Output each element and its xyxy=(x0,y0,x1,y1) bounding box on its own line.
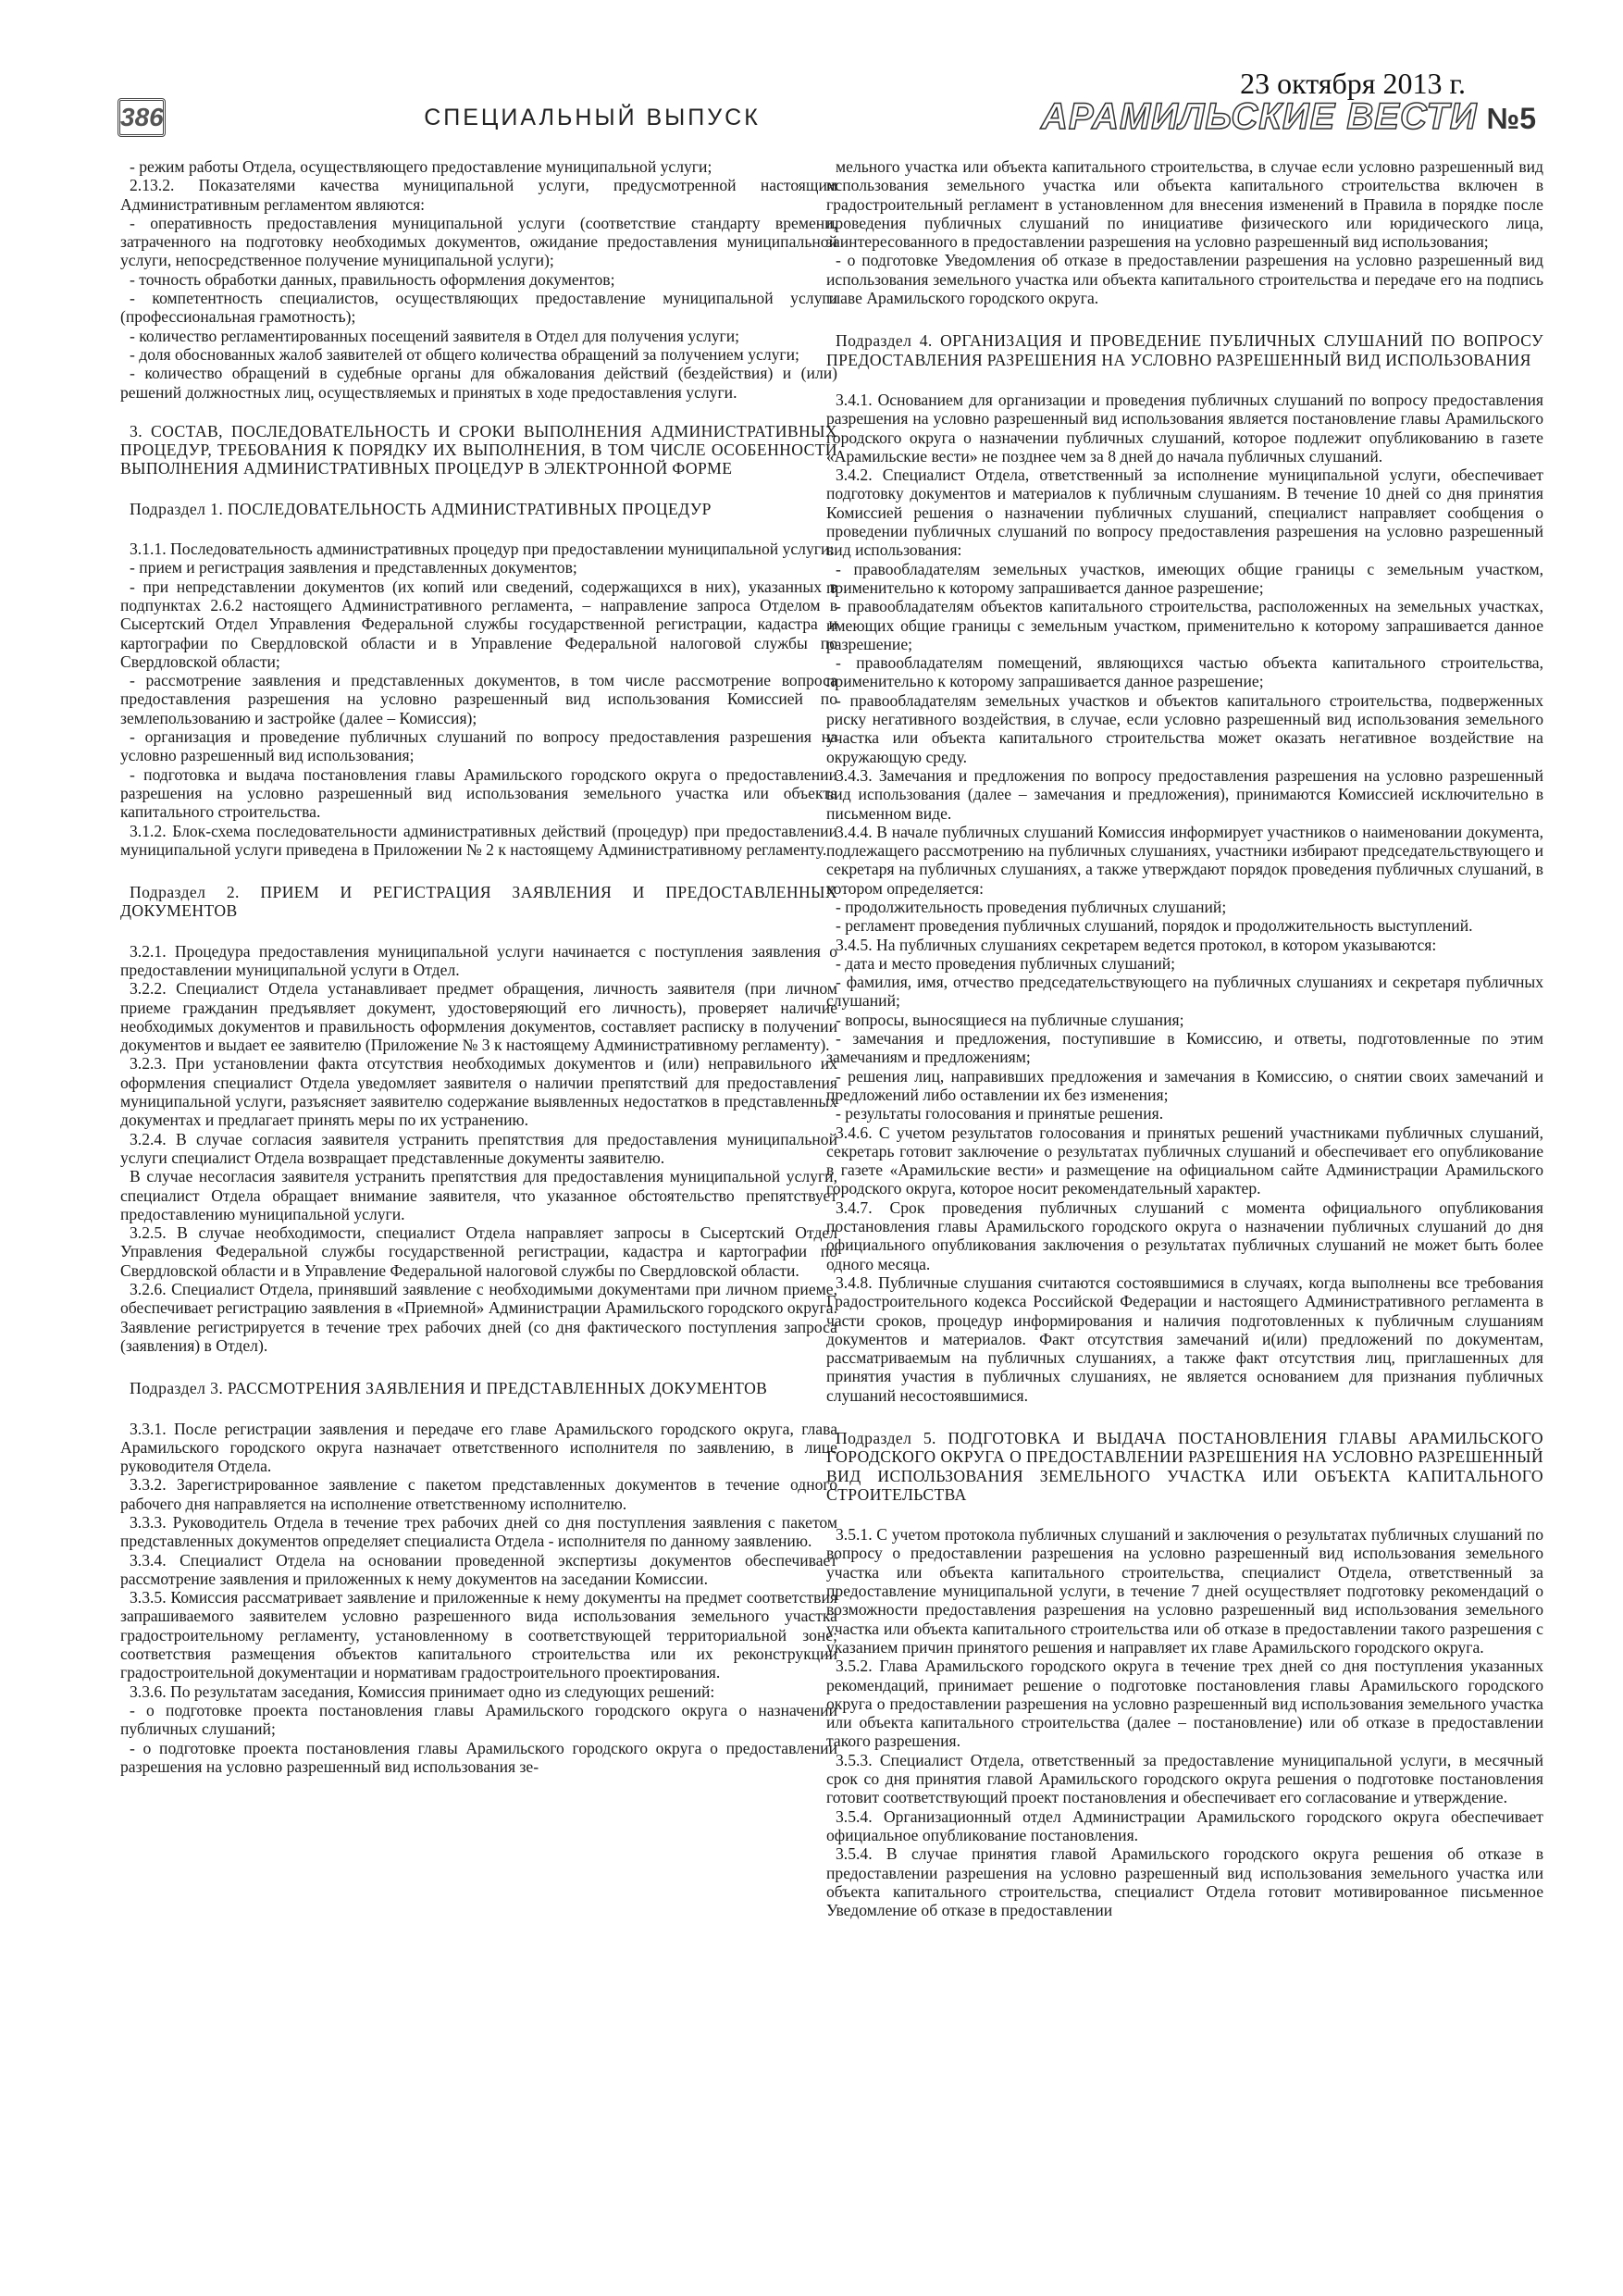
paragraph: 3.4.8. Публичные слушания считаются состоявшимися в случаях, когда выполнены все требования Градостроительного кодекса Российской Федерации и настоящего Административного регламента в части сроков, процедур информирования и наличия подготовленных к публичным слушаниям документов и материалов. Факт отсутствия замечаний и(или) предложений по документам, рассматриваемым на публичных слушаниях, а также факт отсутствия лиц, приглашенных для принятия участия в публичных слушаниях, не является основанием для признания публичных слушаний несостоявшимися. xyxy=(826,1272,1543,1405)
paragraph: - при непредставлении документов (их копий или сведений, содержащихся в них), указанных в подпунктах 2.6.2 настоящего Административного регламента, – направление запроса Отделом в Сысертский Отдел Управления Федеральной службы государственной регистрации, кадастра и картографии по Свердловской области и в Управление Федеральной налоговой службы по Свердловской области; xyxy=(120,577,837,671)
paragraph: - правообладателям объектов капитального строительства, расположенных на земельных участках, имеющих общие границы с земельным участком, применительно к которому запрашивается данное разрешение; xyxy=(826,597,1543,653)
right-column xyxy=(826,157,1543,2277)
section-heading: 3. СОСТАВ, ПОСЛЕДОВАТЕЛЬНОСТЬ И СРОКИ ВЫПОЛНЕНИЯ АДМИНИСТРАТИВНЫХ ПРОЦЕДУР, ТРЕБОВАНИЯ К ПОРЯДКУ ИХ ВЫПОЛНЕНИЯ, В ТОМ ЧИСЛЕ ОСОБЕННОСТИ ВЫПОЛНЕНИЯ АДМИНИСТРАТИВНЫХ ПРОЦЕДУР В ЭЛЕКТРОННОЙ ФОРМЕ xyxy=(120,421,837,478)
paragraph: - о подготовке проекта постановления главы Арамильского городского округа о назначении публичных слушаний; xyxy=(120,1700,837,1739)
paragraph: 3.5.1. С учетом протокола публичных слушаний и заключения о результатах публичных слушаний по вопросу о предоставлении разрешения на условно разрешенный вид использования земельного участка или объекта капитального строительства, специалист Отдела, ответственный за предоставление муниципальной услуги, в течение 7 дней осуществляет подготовку рекомендаций о возможности предоставления разрешения на условно разрешенный вид использования земельного участка или объекта капитального строительства или об отказе в предоставлении такого разрешения с указанием причин принятого решения и направляет их главе Арамильского городского округа. xyxy=(826,1525,1543,1657)
paragraph: В случае несогласия заявителя устранить препятствия для предоставления муниципальной услуги, специалист Отдела обращает внимание заявителя, что указанное обстоятельство препятствует предоставлению муниципальной услуги. xyxy=(120,1167,837,1223)
paragraph: - рассмотрение заявления и представленных документов, в том числе рассмотрение вопроса предоставления разрешения на условно разрешенный вид использования Комиссией по землепользованию и застройке (далее – Комиссия); xyxy=(120,671,837,727)
page-header xyxy=(0,0,1623,162)
paragraph: мельного участка или объекта капитального строительства, в случае если условно разрешенный вид использования земельного участка или объекта капитального строительства включен в градостроительный регламент в установленном для внесения изменений в Правила в порядке после проведения публичных слушаний по инициативе физического или юридического лица, заинтересованного в предоставлении разрешения на условно разрешенный вид использования; xyxy=(826,157,1543,252)
paragraph: - оперативность предоставления муниципальной услуги (соответствие стандарту времени, затраченного на подготовку необходимых документов, ожидание предоставления муниципальной услуги, непосредственное получение муниципальной услуги); xyxy=(120,213,837,270)
paragraph: - фамилия, имя, отчество председательствующего на публичных слушаниях и секретаря публичных слушаний; xyxy=(826,973,1543,1011)
paragraph: 3.2.6. Специалист Отдела, принявший заявление с необходимыми документами при личном приеме, обеспечивает регистрацию заявления в «Приемной» Администрации Арамильского городского округа. Заявление регистрируется в течение трех рабочих дней (со дня фактического поступления запроса (заявления) в Отдел). xyxy=(120,1280,837,1355)
paragraph: - результаты голосования и принятые решения. xyxy=(836,1104,1164,1123)
subsection-heading: Подраздел 5. ПОДГОТОВКА И ВЫДАЧА ПОСТАНОВЛЕНИЯ ГЛАВЫ АРАМИЛЬСКОГО ГОРОДСКОГО ОКРУГА О ПРЕДОСТАВЛЕНИИ РАЗРЕШЕНИЯ НА УСЛОВНО РАЗРЕШЕННЫЙ ВИД ИСПОЛЬЗОВАНИЯ ЗЕМЕЛЬНОГО УЧАСТКА ИЛИ ОБЪЕКТА КАПИТАЛЬНОГО СТРОИТЕЛЬСТВА xyxy=(826,1429,1543,1504)
section-title: СПЕЦИАЛЬНЫЙ ВЫПУСК xyxy=(424,105,761,130)
paragraph: 3.2.1. Процедура предоставления муниципальной услуги начинается с поступления заявления о предоставлении муниципальной услуги в Отдел. xyxy=(120,941,837,979)
paragraph: 3.5.2. Глава Арамильского городского округа в течение трех дней со дня поступления указанных рекомендаций, принимает решение о подготовке постановления главы Арамильского городского округа о предоставлении разрешения на условно разрешенный вид использования земельного участка или объекта капитального строительства (далее – постановление) или об отказе в предоставлении такого разрешения. xyxy=(826,1657,1543,1751)
paragraph: 2.13.2. Показателями качества муниципальной услуги, предусмотренной настоящим Административным регламентом являются: xyxy=(120,176,837,214)
issue-date: 23 октября 2013 г. xyxy=(1240,67,1466,100)
paragraph: 3.3.1. После регистрации заявления и передаче его главе Арамильского городского округа, глава Арамильского городского округа назначает ответственного исполнителя по заявлению, в лице руководителя Отдела. xyxy=(120,1419,837,1476)
paragraph: - точность обработки данных, правильность оформления документов; xyxy=(130,269,615,289)
paragraph: 3.5.4. В случае принятия главой Арамильского городского округа решения об отказе в предоставлении разрешения на условно разрешенный вид использования земельного участка или объекта капитального строительства, специалист Отдела готовит мотивированное письменное Уведомление об отказе в предоставлении xyxy=(826,1844,1543,1920)
subsection-heading: Подраздел 2. ПРИЕМ И РЕГИСТРАЦИЯ ЗАЯВЛЕНИЯ И ПРЕДОСТАВЛЕННЫХ ДОКУМЕНТОВ xyxy=(120,883,837,921)
paragraph: 3.3.6. По результатам заседания, Комиссия принимает одно из следующих решений: xyxy=(130,1682,715,1701)
paragraph: - компетентность специалистов, осуществляющих предоставление муниципальной услуги (профессиональная грамотность); xyxy=(120,289,837,327)
left-column xyxy=(120,157,837,2277)
paragraph: - регламент проведения публичных слушаний, порядок и продолжительность выступлений. xyxy=(836,916,1473,936)
paragraph: - решения лиц, направивших предложения и замечания в Комиссию, о снятии своих замечаний и предложений либо оставлении их без изменения; xyxy=(826,1066,1543,1104)
paragraph: - дата и место проведения публичных слушаний; xyxy=(836,953,1176,973)
paragraph: 3.4.6. С учетом результатов голосования и принятых решений участниками публичных слушаний, секретарь готовит заключение о результатах публичных слушаний и обеспечивает его опубликование в газете «Арамильские вести» и размещение на официальном сайте Администрации Арамильского городского округа, которое носит рекомендательный характер. xyxy=(826,1123,1543,1198)
paragraph: 3.4.2. Специалист Отдела, ответственный за исполнение муниципальной услуги, обеспечивает подготовку документов и материалов к публичным слушаниям. В течение 10 дней со дня принятия Комиссией решения о назначении публичных слушаний, специалист направляет сообщения о проведении публичных слушаний по вопросу предоставления разрешения на условно разрешенный вид использования: xyxy=(826,465,1543,560)
paragraph: 3.3.4. Специалист Отдела на основании проведенной экспертизы документов обеспечивает рассмотрение заявления и приложенных к нему документов на заседании Комиссии. xyxy=(120,1550,837,1588)
paragraph: - о подготовке Уведомления об отказе в предоставлении разрешения на условно разрешенный вид использования земельного участка или объекта капитального строительства и передаче его на подпись главе Арамильского городского округа. xyxy=(826,251,1543,308)
paragraph: 3.5.3. Специалист Отдела, ответственный за предоставление муниципальной услуги, в месячный срок со дня принятия главой Арамильского городского округа решения о подготовке постановления готовит соответствующий проект постановления и обеспечивает его согласование и утверждение. xyxy=(826,1750,1543,1807)
issue-number: №5 xyxy=(1486,102,1536,135)
paragraph: - количество регламентированных посещений заявителя в Отдел для получения услуги; xyxy=(130,326,740,345)
subsection-heading: Подраздел 1. ПОСЛЕДОВАТЕЛЬНОСТЬ АДМИНИСТРАТИВНЫХ ПРОЦЕДУР xyxy=(130,499,712,518)
paragraph: 3.5.4. Организационный отдел Администрации Арамильского городского округа обеспечивает официальное опубликование постановления. xyxy=(826,1806,1543,1844)
paragraph: 3.3.2. Зарегистрированное заявление с пакетом представленных документов в течение одного рабочего дня направляется на исполнение ответственному исполнителю. xyxy=(120,1475,837,1513)
paragraph: 3.3.5. Комиссия рассматривает заявление и приложенные к нему документы на предмет соответствия запрашиваемого заявителем условно разрешенного вида использования земельного участка градостроительному регламенту, установленному в соответствующей территориальной зоне; соответствия размещения объектов капитального строительства или их реконструкции градостроительной документации и нормативам градостроительного проектирования. xyxy=(120,1588,837,1682)
paragraph: - организация и проведение публичных слушаний по вопросу предоставления разрешения на условно разрешенный вид использования; xyxy=(120,727,837,765)
paragraph: - правообладателям помещений, являющихся частью объекта капитального строительства, применительно к которому запрашивается данное разрешение; xyxy=(826,653,1543,691)
paragraph: 3.1.2. Блок-схема последовательности административных действий (процедур) при предоставлении муниципальной услуги приведена в Приложении № 2 к настоящему Административному регламенту. xyxy=(120,821,837,859)
paragraph: 3.4.4. В начале публичных слушаний Комиссия информирует участников о наименовании документа, подлежащего рассмотрению на публичных слушаниях, участники избирают председательствующего и секретаря на публичных слушаниях, а также утверждают порядок проведения публичных слушаний, в котором определяется: xyxy=(826,822,1543,898)
paragraph: - вопросы, выносящиеся на публичные слушания; xyxy=(836,1010,1184,1029)
paragraph: 3.2.3. При установлении факта отсутствия необходимых документов и (или) неправильного их оформления специалист Отдела уведомляет заявителя о наличии препятствий для предоставления муниципальной услуги, разъясняет заявителю содержание выявленных недостатков в представленных документах и предлагает принять меры по их устранению. xyxy=(120,1054,837,1130)
paragraph: - доля обоснованных жалоб заявителей от общего количества обращений за получением услуги; xyxy=(130,344,799,364)
paragraph: - о подготовке проекта постановления главы Арамильского городского округа о предоставлении разрешения на условно разрешенный вид использования зе- xyxy=(120,1738,837,1776)
paragraph: 3.4.3. Замечания и предложения по вопросу предоставления разрешения на условно разрешенный вид использования (далее – замечания и предложения), принимаются Комиссией исключительно в письменном виде. xyxy=(826,765,1543,823)
masthead-logo: АРАМИЛЬСКИЕ ВЕСТИ xyxy=(1041,96,1478,137)
paragraph: - правообладателям земельных участков и объектов капитального строительства, подверженных риску негативного воздействия, в случае, если условно разрешенный вид использования земельного участка или объекта капитального строительства может оказать негативное воздействие на окружающую среду. xyxy=(826,690,1543,766)
paragraph: 3.2.4. В случае согласия заявителя устранить препятствия для предоставления муниципальной услуги специалист Отдела возвращает представленные документы заявителю. xyxy=(120,1129,837,1167)
paragraph: 3.4.7. Срок проведения публичных слушаний с момента официального опубликования постановления главы Арамильского городского округа о назначении публичных слушаний до дня официального опубликования заключения о результатах публичных слушаний не может быть более одного месяца. xyxy=(826,1198,1543,1273)
paragraph: - режим работы Отдела, осуществляющего предоставление муниципальной услуги; xyxy=(130,157,712,176)
paragraph: - прием и регистрация заявления и представленных документов; xyxy=(130,558,577,577)
paragraph: 3.4.5. На публичных слушаниях секретарем ведется протокол, в котором указываются: xyxy=(836,935,1437,954)
page-number: 386 xyxy=(118,98,166,137)
paragraph: - правообладателям земельных участков, имеющих общие границы с земельным участком, применительно к которому запрашивается данное разрешение; xyxy=(826,559,1543,597)
subsection-heading: Подраздел 4. ОРГАНИЗАЦИЯ И ПРОВЕДЕНИЕ ПУБЛИЧНЫХ СЛУШАНИЙ ПО ВОПРОСУ ПРЕДОСТАВЛЕНИЯ РАЗРЕШЕНИЯ НА УСЛОВНО РАЗРЕШЕННЫЙ ВИД ИСПОЛЬЗОВАНИЯ xyxy=(826,331,1543,369)
masthead xyxy=(1041,96,1536,138)
paragraph: - количество обращений в судебные органы для обжалования действий (бездействия) и (или) решений должностных лиц, осуществляемых и принятых в ходе предоставления услуги. xyxy=(120,364,837,402)
paragraph: 3.1.1. Последовательность административных процедур при предоставлении муниципальной услуги: xyxy=(130,540,835,559)
paragraph: 3.4.1. Основанием для организации и проведения публичных слушаний по вопросу предоставления разрешения на условно разрешенный вид использования является постановление главы Арамильского городского округа о назначении публичных слушаний, которое подлежит опубликованию в газете «Арамильские вести» не позднее чем за 8 дней до начала публичных слушаний. xyxy=(826,390,1543,465)
paragraph: - замечания и предложения, поступившие в Комиссию, и ответы, подготовленные по этим замечаниям и предложениям; xyxy=(826,1029,1543,1067)
paragraph: 3.2.2. Специалист Отдела устанавливает предмет обращения, личность заявителя (при личном приеме гражданин предъявляет документ, удостоверяющий его личность), проверяет наличие необходимых документов и правильность оформления документов, составляет расписку в получении документов и выдает ее заявителю (Приложение № 3 к настоящему Административному регламенту). xyxy=(120,979,837,1055)
subsection-heading: Подраздел 3. РАССМОТРЕНИЯ ЗАЯВЛЕНИЯ И ПРЕДСТАВЛЕННЫХ ДОКУМЕНТОВ xyxy=(130,1379,768,1398)
paragraph: - подготовка и выдача постановления главы Арамильского городского округа о предоставлении разрешения на условно разрешенный вид использования земельного участка или объекта капитального строительства. xyxy=(120,764,837,822)
paragraph: - продолжительность проведения публичных слушаний; xyxy=(836,897,1227,916)
paragraph: 3.2.5. В случае необходимости, специалист Отдела направляет запросы в Сысертский Отдел Управления Федеральной службы государственной регистрации, кадастра и картографии по Свердловской области и в Управление Федеральной налоговой службы по Свердловской области. xyxy=(120,1223,837,1280)
paragraph: 3.3.3. Руководитель Отдела в течение трех рабочих дней со дня поступления заявления с пакетом представленных документов определяет специалиста Отдела - исполнителя по данному заявлению. xyxy=(120,1513,837,1551)
